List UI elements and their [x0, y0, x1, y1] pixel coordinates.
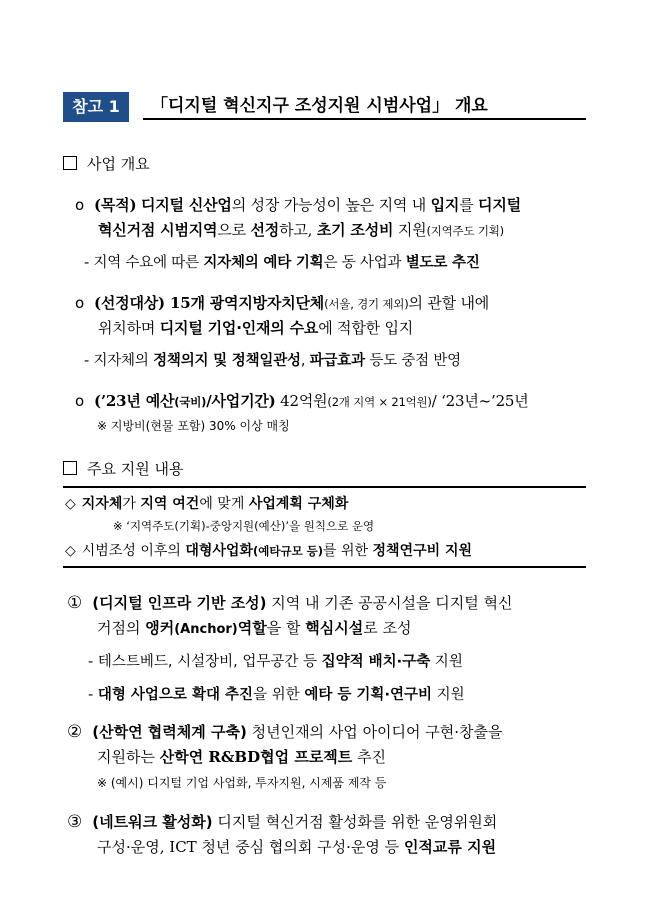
circle-bullet-icon: o: [75, 392, 84, 410]
text: 의 성장 가능성이 높은 지역 내: [231, 196, 431, 214]
text: /사업기간): [206, 392, 276, 410]
reference-tag: 참고 1: [63, 92, 129, 122]
budget-note: ※ 지방비(현물 포함) 30% 이상 매칭: [97, 419, 290, 433]
text: (’23년 예산: [93, 392, 175, 410]
item-number: ①: [67, 593, 83, 613]
text: 집약적 배치·구축: [321, 654, 431, 670]
circle-bullet-icon: o: [75, 294, 84, 312]
item2-line-1: [67, 722, 503, 742]
text: 등도 중점 반영: [364, 353, 461, 369]
text: 를: [459, 196, 479, 214]
text: 42억원: [275, 392, 328, 410]
text: 사업계획 구체화: [248, 496, 349, 512]
text: 거점의: [97, 619, 146, 637]
principle-note: ※ ‘지역주도(기획)-중앙지원(예산)’을 원칙으로 운영: [113, 519, 375, 533]
text: (예타규모 등): [252, 544, 324, 558]
text: 예타 등 기획·연구비: [304, 687, 432, 703]
text: 산학연 R&BD협업 프로젝트: [159, 748, 353, 766]
text: 추진: [352, 748, 387, 766]
text: 디지털: [478, 196, 521, 214]
section-title: 주요 지원 내용: [87, 460, 184, 478]
item1-line-1: [67, 593, 513, 613]
text: 디지털 신산업: [140, 196, 232, 214]
text: - 지역 수요에 따른: [84, 255, 204, 271]
item2-line-2: [97, 747, 386, 767]
text: 인적교류 지원: [403, 838, 497, 856]
principle-box: [63, 486, 586, 568]
text: 시범조성 이후의: [81, 543, 186, 559]
budget-line: [75, 391, 529, 412]
text: 지원하는: [97, 748, 160, 766]
reference-header: [63, 92, 586, 122]
item2-note: ※ (예시) 디지털 기업 사업화, 투자지원, 시제품 제작 등: [97, 776, 387, 790]
text: 지자체의 예타 기획: [203, 255, 324, 271]
text: (2개 지역 × 21억원): [327, 395, 432, 409]
item-number: ③: [67, 812, 83, 832]
text: 가: [122, 496, 141, 512]
text: 정책의지 및 정책일관성: [153, 353, 301, 369]
text: 지원: [431, 687, 465, 703]
text: 로 조성: [363, 619, 412, 637]
item-number: ②: [67, 722, 83, 742]
text: 위치하며: [98, 319, 160, 337]
text: 파급효과: [309, 353, 365, 369]
text: 정책연구비 지원: [372, 543, 473, 559]
text: (디지털 인프라 기반 조성): [92, 594, 267, 612]
text: 을 위한: [253, 687, 305, 703]
text: (네트워크 활성화): [92, 813, 213, 831]
section-title: 사업 개요: [87, 155, 150, 173]
principle-line-1: [65, 494, 348, 514]
purpose-line-2: [98, 220, 504, 241]
text: 지역 내 기존 공공시설을 디지털 혁신: [266, 594, 513, 612]
text: - 테스트베드, 시설장비, 업무공간 등: [88, 654, 322, 670]
text: ,: [300, 353, 310, 369]
text: (서울, 경기 제외): [324, 297, 409, 311]
text: 핵심시설: [305, 619, 364, 637]
item1-subline-2: [88, 685, 465, 705]
principle-line-2: [65, 541, 472, 561]
text: 의 관할 내에: [408, 294, 490, 312]
text: - 지자체의: [84, 353, 154, 369]
text: 청년인재의 사업 아이디어 구현·창출을: [246, 723, 503, 741]
text: 디지털 기업·인재의 수요: [159, 319, 319, 337]
section-heading-overview: [63, 154, 150, 174]
text: 을 할: [266, 619, 306, 637]
text: 하고,: [279, 221, 317, 239]
reference-title: 「디지털 혁신지구 조성지원 시범사업」 개요: [143, 92, 586, 120]
text: 대형사업화: [185, 543, 253, 559]
purpose-subline: [84, 253, 480, 273]
section-heading-support: [63, 459, 183, 479]
text: 대형 사업으로 확대 추진: [97, 687, 254, 703]
text: 구성·운영, ICT 청년 중심 협의회 구성·운영 등: [97, 838, 404, 856]
text: / ‘23년~’25년: [431, 392, 529, 410]
text: 역할: [237, 619, 267, 637]
text: 디지털 혁신거점 활성화를 위한 운영위원회: [212, 813, 498, 831]
text: 를 위한: [323, 543, 373, 559]
circle-bullet-icon: o: [75, 196, 84, 214]
text: 에 적합한 입지: [318, 319, 414, 337]
text: 15개 광역지방자치단체: [164, 294, 325, 312]
text: 으로: [217, 221, 251, 239]
item1-line-2: [97, 618, 411, 640]
text: 별도로 추진: [405, 255, 480, 271]
square-bullet-icon: [63, 156, 77, 170]
text: -: [88, 687, 98, 703]
text: 지원: [393, 221, 427, 239]
target-subline: [84, 351, 461, 371]
item1-subline-1: [88, 652, 463, 672]
item3-line-1: [67, 812, 497, 832]
text: 은 동 사업과: [323, 255, 406, 271]
text: (국비): [174, 395, 207, 409]
text: 선정: [250, 221, 280, 239]
text: 에 맞게: [199, 496, 249, 512]
target-line-2: [98, 318, 413, 338]
text: 지자체: [81, 496, 123, 512]
text: (지역주도 기획): [426, 224, 504, 238]
diamond-bullet-icon: ◇: [65, 543, 76, 559]
text: (Anchor): [174, 622, 238, 637]
square-bullet-icon: [63, 461, 77, 475]
text: 지원: [430, 654, 463, 670]
purpose-label: (목적): [93, 196, 137, 214]
text: 혁신거점 시범지역: [98, 221, 218, 239]
target-label: (선정대상): [93, 294, 165, 312]
text: 지역 여건: [140, 496, 200, 512]
target-line-1: [75, 293, 489, 314]
text: (산학연 협력체계 구축): [92, 723, 247, 741]
purpose-line-1: [75, 195, 521, 215]
text: 초기 조성비: [316, 221, 394, 239]
text: 앵커: [145, 619, 175, 637]
text: 입지: [430, 196, 460, 214]
diamond-bullet-icon: ◇: [65, 496, 76, 512]
item3-line-2: [97, 837, 496, 857]
